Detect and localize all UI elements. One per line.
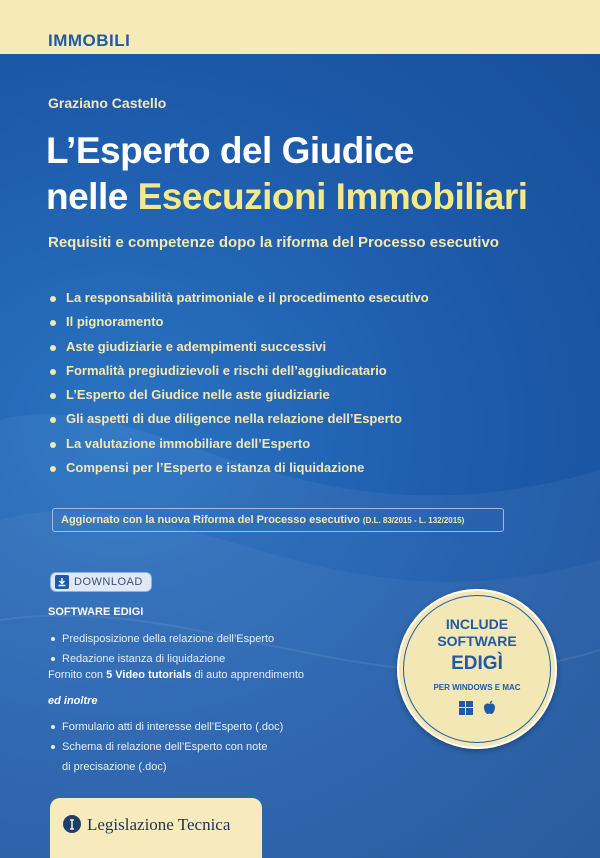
os-icons — [459, 700, 496, 715]
publisher-name: Legislazione Tecnica — [87, 815, 231, 834]
topic-item: La responsabilità patrimoniale e il procedimento esecutivo — [50, 290, 429, 314]
software-feature-item: Predisposizione della relazione dell’Esperto — [50, 629, 274, 649]
category-bar — [0, 0, 600, 54]
update-note-reference: (D.L. 83/2015 - L. 132/2015) — [362, 515, 465, 525]
extra-heading: ed inoltre — [48, 695, 98, 707]
software-feature-item: Redazione istanza di liquidazione — [50, 649, 274, 669]
seal-platform-text: PER WINDOWS E MAC — [433, 683, 521, 692]
category-label: IMMOBILI — [48, 31, 131, 50]
apple-icon — [483, 700, 496, 715]
author-name: Graziano Castello — [48, 95, 167, 111]
extra-feature-item: Schema di relazione dell’Esperto con note — [50, 737, 283, 757]
update-note-box — [52, 508, 504, 532]
seal-include-text: INCLUDE — [445, 616, 509, 632]
topic-item: L’Esperto del Giudice nelle aste giudiziarie — [50, 387, 429, 411]
book-title — [46, 128, 528, 220]
publisher-logo-icon — [63, 815, 81, 833]
tutorial-count: 5 Video tutorials — [106, 669, 192, 681]
title-line-2-highlight: Esecuzioni Immobiliari — [137, 176, 528, 217]
topic-item: Aste giudiziarie e adempimenti successivi — [50, 339, 429, 363]
seal-ring — [403, 595, 551, 743]
publisher-tab — [50, 798, 262, 858]
software-heading: SOFTWARE EDIGI — [48, 606, 144, 618]
topic-item: Il pignoramento — [50, 314, 429, 338]
topic-item: Gli aspetti di due diligence nella relazione dell’Esperto — [50, 411, 429, 435]
download-icon — [55, 575, 69, 589]
extra-feature-item: Formulario atti di interesse dell’Esperto (.doc) — [50, 717, 283, 737]
tutorial-note — [48, 669, 304, 681]
topic-item: La valutazione immobiliare dell’Esperto — [50, 436, 429, 460]
book-subtitle: Requisiti e competenze dopo la riforma del Processo esecutivo — [48, 234, 499, 251]
title-line-1: L’Esperto del Giudice — [46, 130, 414, 171]
topic-item: Compensi per l’Esperto e istanza di liquidazione — [50, 460, 429, 484]
title-line-2-prefix: nelle — [46, 176, 128, 217]
seal-software-text: SOFTWARE — [437, 633, 517, 649]
download-label: DOWNLOAD — [74, 576, 143, 588]
software-seal — [397, 589, 557, 749]
seal-brand-text: EDIGÌ — [451, 653, 503, 674]
download-badge — [50, 572, 152, 592]
windows-icon — [459, 701, 473, 715]
update-note-text: Aggiornato con la nuova Riforma del Processo esecutivo — [61, 514, 360, 526]
tutorial-prefix: Fornito con — [48, 669, 107, 681]
topics-list — [50, 290, 429, 484]
topic-item: Formalità pregiudizievoli e rischi dell’aggiudicatario — [50, 363, 429, 387]
extra-feature-continuation: di precisazione (.doc) — [62, 761, 167, 773]
extra-features-list — [50, 717, 283, 777]
software-features-list — [50, 629, 274, 669]
tutorial-suffix: di auto apprendimento — [191, 669, 304, 681]
